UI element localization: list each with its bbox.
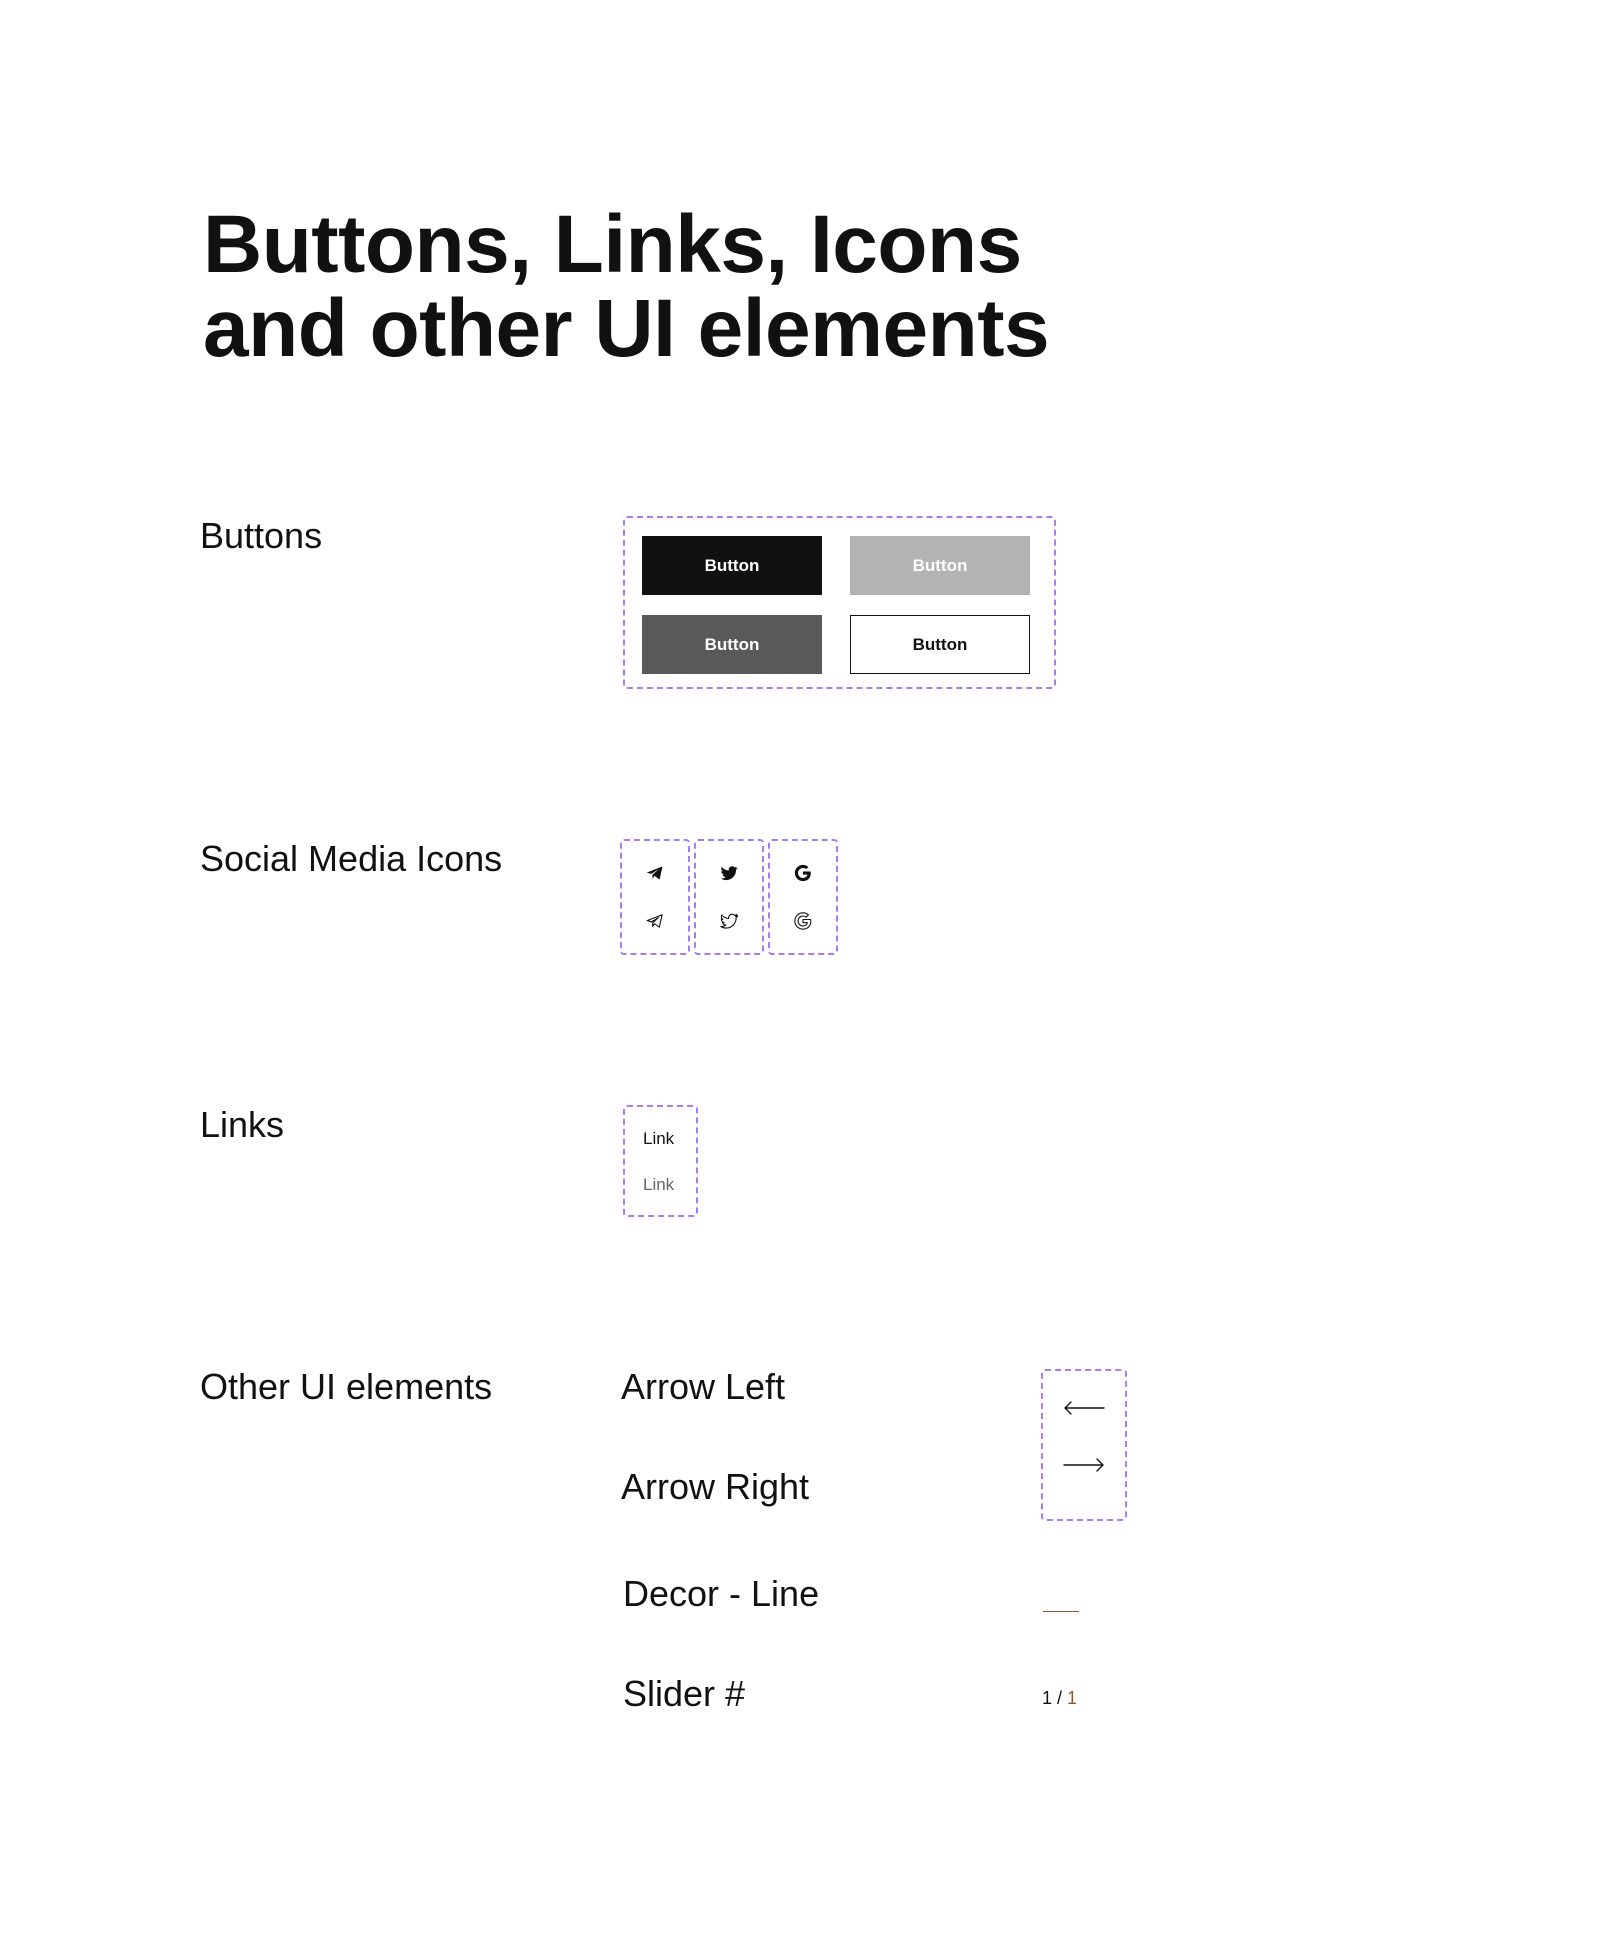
- disabled-button[interactable]: Button: [850, 536, 1030, 595]
- google-filled-icon[interactable]: [791, 861, 815, 885]
- page-title: [203, 199, 1050, 374]
- secondary-link[interactable]: Link: [643, 1175, 675, 1194]
- decor-line: [1043, 1611, 1079, 1612]
- section-label-social: Social Media Icons: [200, 838, 503, 879]
- slider-current: 1: [1042, 1688, 1053, 1708]
- primary-button[interactable]: Button: [642, 536, 822, 595]
- page-title-line-2: and other UI elements: [203, 283, 1050, 374]
- arrow-right-icon[interactable]: [1062, 1457, 1106, 1473]
- twitter-outline-icon[interactable]: [717, 909, 741, 933]
- google-icon-group: [768, 839, 838, 955]
- twitter-icon-group: [694, 839, 764, 955]
- secondary-button[interactable]: Button: [642, 615, 822, 674]
- decor-line-label: Decor - Line: [623, 1573, 820, 1614]
- arrow-right-label: Arrow Right: [621, 1466, 810, 1507]
- telegram-icon-group: [620, 839, 690, 955]
- google-outline-icon[interactable]: [791, 909, 815, 933]
- section-label-buttons: Buttons: [200, 515, 323, 556]
- slider-counter: [1042, 1688, 1077, 1708]
- section-label-links: Links: [200, 1104, 285, 1145]
- outline-button[interactable]: Button: [850, 615, 1030, 674]
- twitter-filled-icon[interactable]: [717, 861, 741, 885]
- links-group: [623, 1105, 698, 1217]
- arrow-left-icon[interactable]: [1062, 1400, 1106, 1416]
- primary-link[interactable]: Link: [643, 1129, 675, 1148]
- slider-total: 1: [1067, 1688, 1078, 1708]
- telegram-outline-icon[interactable]: [643, 909, 667, 933]
- page-title-line-1: Buttons, Links, Icons: [203, 199, 1022, 290]
- arrow-left-label: Arrow Left: [621, 1366, 786, 1407]
- telegram-filled-icon[interactable]: [643, 861, 667, 885]
- slider-separator: /: [1052, 1688, 1068, 1708]
- slider-label: Slider #: [623, 1673, 746, 1714]
- arrows-group: [1041, 1369, 1127, 1521]
- section-label-other: Other UI elements: [200, 1366, 493, 1407]
